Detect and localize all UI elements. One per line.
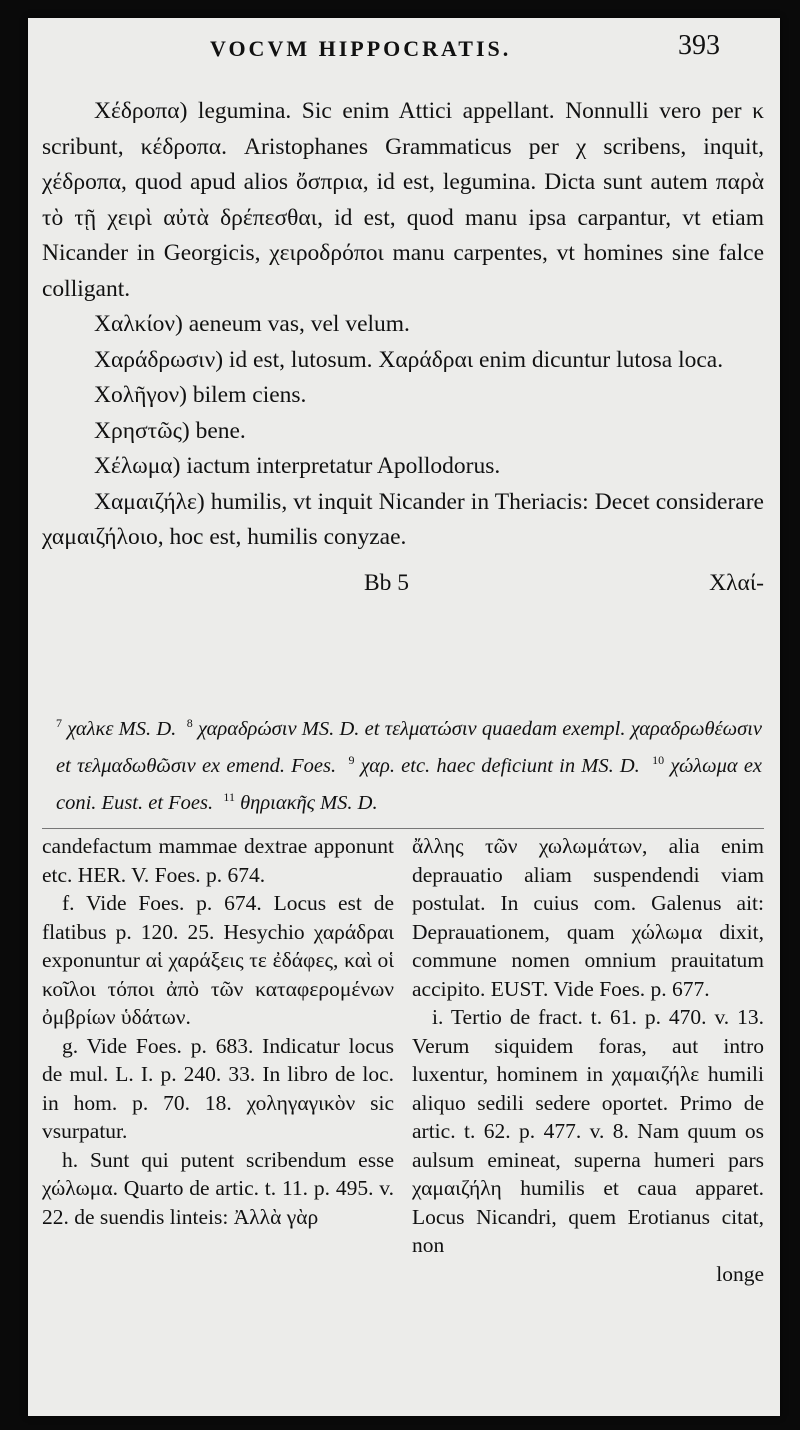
divider — [42, 828, 764, 829]
bottom-catchword: longe — [716, 1261, 764, 1286]
commentary — [42, 832, 764, 1412]
commentary-left-column — [42, 832, 394, 1231]
page-number: 393 — [678, 30, 720, 61]
commentary-paragraph: i. Tertio de fract. t. 61. p. 470. v. 13. Verum siquidem foras, aut intro luxentur, hominem in χαμαιζήλε humili aliquo sedili sedere oportet. Primo de artic. t. 62. p. 477. v. 8. Nam quum os aulsum emineat, superna humeri pars χαμαιζήλη humilis et caua apparet. Locus Nicandri, quem Erotianus citat, non — [412, 1005, 764, 1257]
book-page — [28, 18, 780, 1416]
commentary-right-column — [412, 832, 764, 1288]
running-title: VOCVM HIPPOCRATIS. — [210, 36, 512, 61]
footnote-text: χαρ. etc. haec deficiunt in MS. D. — [360, 754, 640, 777]
footnote-group — [56, 708, 762, 818]
footnote-text: θηριακῆς MS. D. — [240, 791, 378, 814]
commentary-paragraph: h. Sunt qui putent scribendum esse χώλωμα. Quarto de artic. t. 11. p. 495. v. 22. de suendis linteis: Ἀλλὰ γὰρ — [42, 1147, 394, 1229]
entry-charadrosin: Χαράδρωσιν) id est, lutosum. Χαράδραι enim dicuntur lutosa loca. — [94, 346, 724, 373]
main-text — [42, 94, 764, 602]
footnotes — [56, 708, 762, 818]
footnote-number: 9 — [348, 752, 355, 767]
signature-mark: Bb 5 — [364, 569, 410, 596]
footnote-number: 11 — [223, 789, 235, 804]
commentary-paragraph: candefactum mammae dextrae apponunt etc. HER. V. Foes. p. 674. — [42, 834, 394, 887]
footnote-number: 10 — [652, 752, 665, 767]
footnote-number: 7 — [56, 716, 62, 730]
running-head — [28, 32, 780, 72]
footnote-number: 8 — [186, 716, 193, 730]
commentary-paragraph: f. Vide Foes. p. 674. Locus est de flatibus p. 120. 25. Hesychio χαράδραι exponuntur αἱ χαράξεις τε ἐδάφες, καὶ οἱ κοῖλοι τόποι ἀπὸ τῶν καταφερομένων ὀμβρίων ὑδάτων. — [42, 891, 394, 1029]
footnote-text: χώλωμα ex coni. Eust. et Foes. — [56, 754, 763, 814]
footnote-text: χαραδρώσιν MS. D. et τελματώσιν quaedam exempl. χαραδρωθέωσιν et τελμαδωθῶσιν ex emend. Foes. — [56, 717, 763, 777]
catchword: Χλαί- — [709, 569, 764, 596]
signature-line — [42, 566, 764, 602]
entry-cholegon: Χολῆγον) bilem ciens. — [94, 382, 307, 408]
commentary-paragraph: g. Vide Foes. p. 683. Indicatur locus de mul. L. I. p. 240. 33. In libro de loc. in hom. p. 70. 18. χοληγαγικὸν sic vsurpatur. — [42, 1033, 394, 1143]
entry-chedropa: Χέδροπα) legumina. Sic enim Attici appellant. Nonnulli vero per κ scribunt, κέδροπα. Aristophanes Grammaticus per χ scribens, inquit, χέδροπα, quod apud alios ὄσπρια, id est, legumina. Dicta sunt autem παρὰ τὸ τῇ χειρὶ αὐτὰ δρέπεσθαι, id est, quod manu ipsa carpantur, vt etiam Nicander in Georgicis, χειροδρόποι manu carpentes, vt homines sine falce colligant. — [42, 98, 764, 302]
entry-cheloma: Χέλωμα) iactum interpretatur Apollodorus. — [94, 453, 501, 479]
commentary-paragraph: ἄλλης τῶν χωλωμάτων, alia enim deprauatio aliam suspendendi viam postulat. In cuius com. Galenus ait: Deprauationem, quam χώλωμα dixit, commune nomen omnium prauitatum accipito. EUST. Vide Foes. p. 677. — [412, 834, 764, 1001]
footnote-text: χαλκε MS. D. — [67, 717, 177, 740]
entry-chamaizele: Χαμαιζήλε) humilis, vt inquit Nicander in Theriacis: Decet considerare χαμαιζήλοιο, hoc est, humilis conyzae. — [42, 488, 764, 550]
entry-chrestos: Χρηστῶς) bene. — [94, 417, 246, 444]
entry-chalkion: Χαλκίον) aeneum vas, vel velum. — [94, 311, 410, 337]
